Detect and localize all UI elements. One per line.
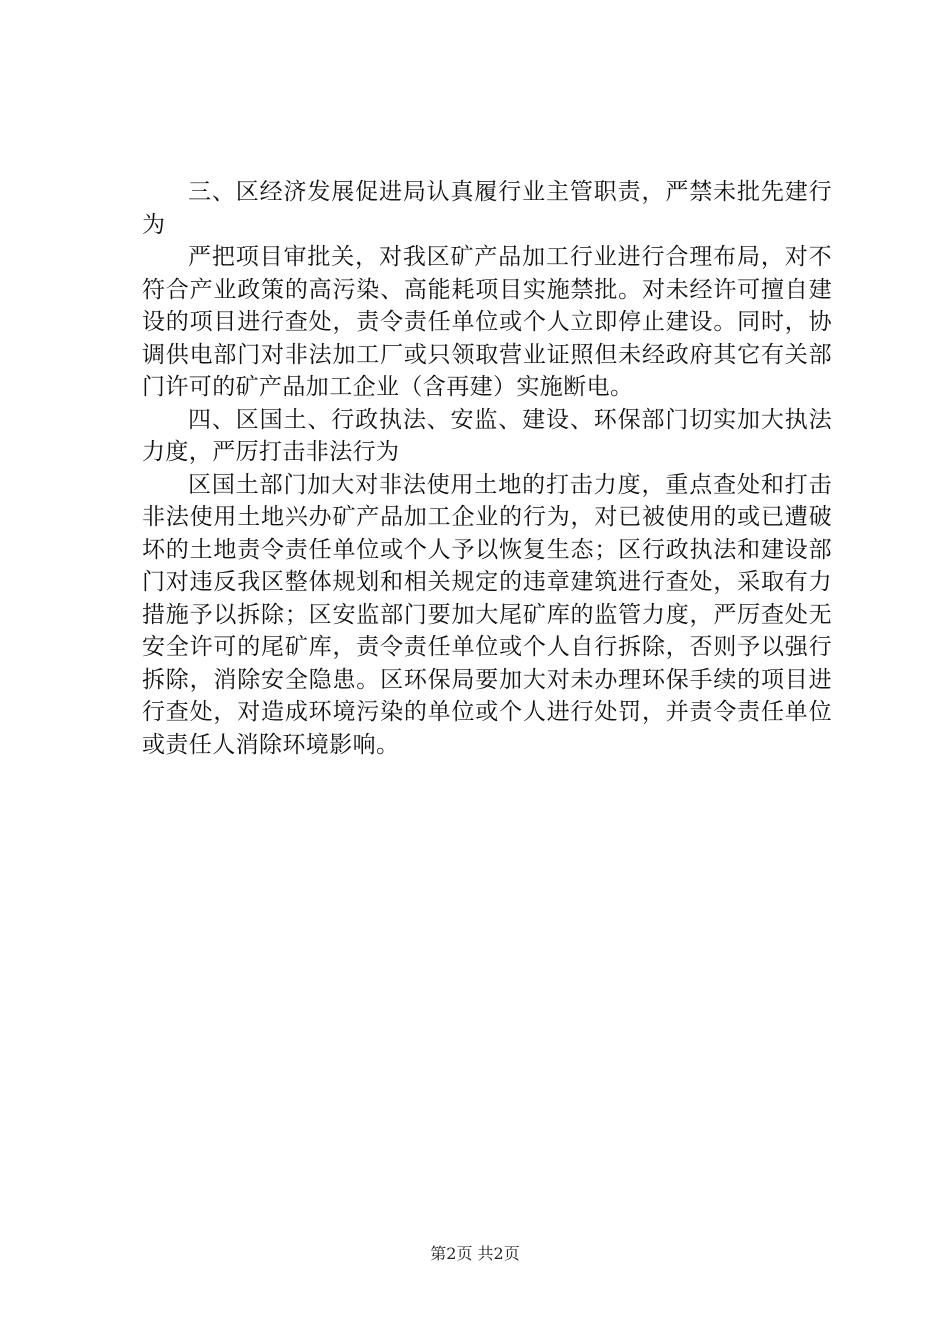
page-number-footer: 第2页 共2页 [430, 1244, 520, 1263]
paragraph: 区国土部门加大对非法使用土地的打击力度，重点查处和打击非法使用土地兴办矿产品加工企业的行为，对已被使用的或已遭破坏的土地责令责任单位或个人予以恢复生态；区行政执法和建设部门对违反我区整体规划和相关规定的违章建筑进行查处，采取有力措施予以拆除；区安监部门要加大尾矿库的监管力度，严厉查处无安全许可的尾矿库，责令责任单位或个人自行拆除，否则予以强行拆除，消除安全隐患。区环保局要加大对未办理环保手续的项目进行查处，对造成环境污染的单位或个人进行处罚，并责令责任单位或责任人消除环境影响。 [142, 471, 832, 758]
section-heading-3: 三、区经济发展促进局认真履行业主管职责，严禁未批先建行为 [142, 179, 832, 238]
document-body [142, 176, 832, 761]
section-heading-4: 四、区国土、行政执法、安监、建设、环保部门切实加大执法力度，严厉打击非法行为 [142, 406, 832, 465]
paragraph: 严把项目审批关，对我区矿产品加工行业进行合理布局，对不符合产业政策的高污染、高能耗项目实施禁批。对未经许可擅自建设的项目进行查处，责令责任单位或个人立即停止建设。同时，协调供电部门对非法加工厂或只领取营业证照但未经政府其它有关部门许可的矿产品加工企业（含再建）实施断电。 [142, 244, 832, 400]
